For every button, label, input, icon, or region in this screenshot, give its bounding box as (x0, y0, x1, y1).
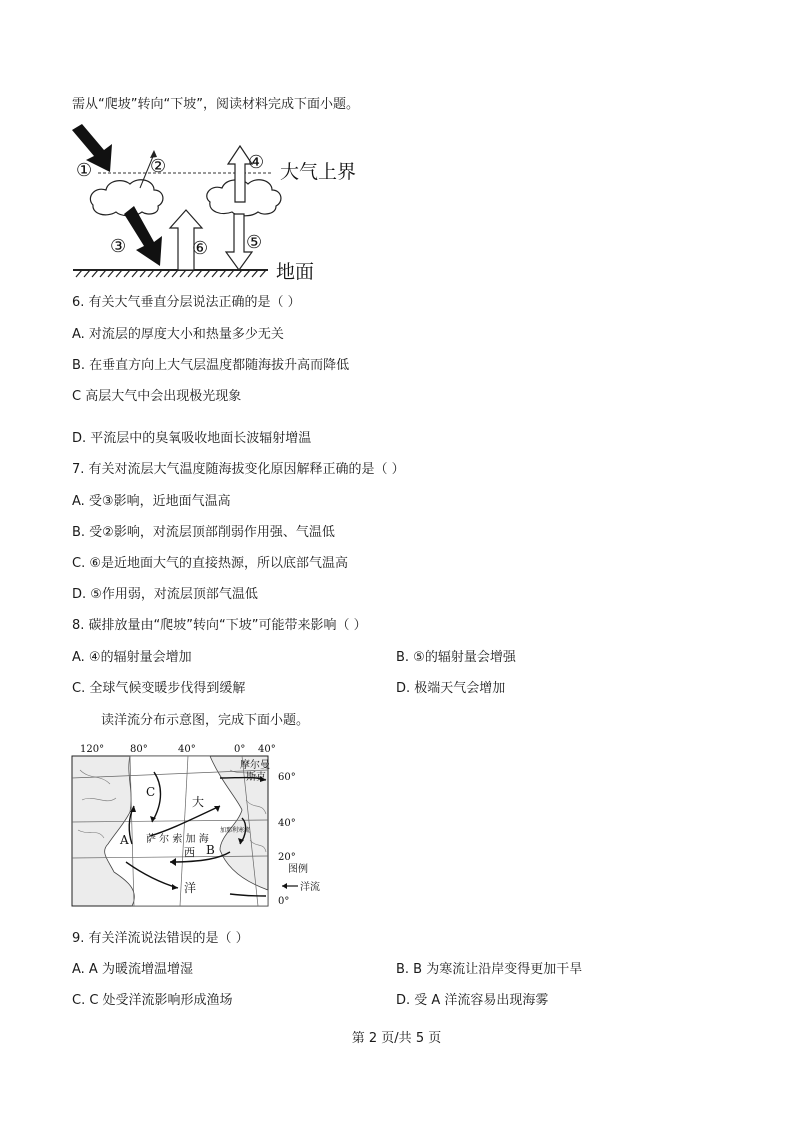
q7-option-b: B. 受②影响，对流层顶部削弱作用强、气温低 (72, 525, 335, 540)
label-yang: 洋 (184, 881, 197, 895)
q9-option-b: B. B 为寒流让沿岸变得更加干旱 (396, 962, 583, 977)
q6-option-c: C 高层大气中会出现极光现象 (72, 389, 242, 404)
label-sargasso: 萨 尔 索 加 海 (146, 834, 209, 845)
intro-text: 需从“爬坡”转向“下坡”，阅读材料完成下面小题。 (72, 97, 359, 112)
arrow3-shape (124, 206, 162, 266)
q8-option-b: B. ⑤的辐射量会增强 (396, 650, 516, 665)
q6-option-b: B. 在垂直方向上大气层温度都随海拔升高而降低 (72, 358, 350, 373)
q9-option-c: C. C 处受洋流影响形成渔场 (72, 993, 233, 1008)
q6-option-a: A. 对流层的厚度大小和热量多少无关 (72, 327, 284, 342)
q7-option-c: C. ⑥是近地面大气的直接热源，所以底部气温高 (72, 556, 348, 571)
label-arrow3: ③ (110, 236, 127, 257)
lat-label-0: 0° (278, 896, 290, 907)
q8-option-c: C. 全球气候变暖步伐得到缓解 (72, 681, 246, 696)
q9-option-a: A. A 为暖流增温增湿 (72, 962, 193, 977)
lon-label-40w: 40° (178, 744, 196, 755)
label-murmansk-2: 斯克 (246, 772, 266, 783)
label-xi: 西 (184, 846, 195, 859)
intro2-text: 读洋流分布示意图，完成下面小题。 (101, 713, 310, 728)
page-footer: 第 2 页/共 5 页 (351, 1031, 442, 1046)
label-arrow2: ② (150, 156, 167, 177)
label-arrow1: ① (76, 160, 93, 181)
ground-hatch (73, 270, 268, 277)
q7-option-d: D. ⑤作用弱，对流层顶部气温低 (72, 587, 258, 602)
lon-label-0: 0° (234, 744, 246, 755)
legend-title: 图例 (288, 864, 308, 875)
label-arrow5: ⑤ (246, 232, 263, 253)
lat-label-60n: 60° (278, 772, 296, 783)
lon-label-40e: 40° (258, 744, 276, 755)
label-canary: 加那利寒流 (220, 827, 251, 834)
q8-stem: 8. 碳排放量由“爬坡”转向“下坡”可能带来影响（ ） (72, 618, 367, 633)
q9-stem: 9. 有关洋流说法错误的是（ ） (72, 931, 249, 946)
label-murmansk-1: 摩尔曼 (240, 760, 270, 771)
lon-label-80w: 80° (130, 744, 148, 755)
legend-item: 洋流 (300, 882, 320, 893)
q6-option-d: D. 平流层中的臭氧吸收地面长波辐射增温 (72, 431, 312, 446)
label-arrow4: ④ (248, 152, 265, 173)
q7-stem: 7. 有关对流层大气温度随海拔变化原因解释正确的是（ ） (72, 462, 405, 477)
q9-option-d: D. 受 A 洋流容易出现海雾 (396, 993, 549, 1008)
lon-label-120w: 120° (80, 744, 105, 755)
q6-stem: 6. 有关大气垂直分层说法正确的是（ ） (72, 295, 301, 310)
lat-label-20n: 20° (278, 852, 296, 863)
q8-option-d: D. 极端天气会增加 (396, 681, 506, 696)
cloud-left (90, 180, 163, 216)
label-point-c: C (146, 785, 156, 799)
label-arrow6: ⑥ (192, 238, 209, 259)
ocean-current-map (70, 740, 332, 912)
lat-label-40n: 40° (278, 818, 296, 829)
atmosphere-diagram (68, 120, 368, 285)
q8-option-a: A. ④的辐射量会增加 (72, 650, 192, 665)
label-ground: 地面 (276, 261, 315, 283)
label-point-b: B (206, 843, 215, 857)
legend-arrow-head (282, 883, 287, 889)
label-point-a: A (120, 833, 129, 847)
label-upper-boundary: 大气上界 (280, 161, 357, 183)
q7-option-a: A. 受③影响，近地面气温高 (72, 494, 231, 509)
label-da: 大 (192, 795, 205, 809)
